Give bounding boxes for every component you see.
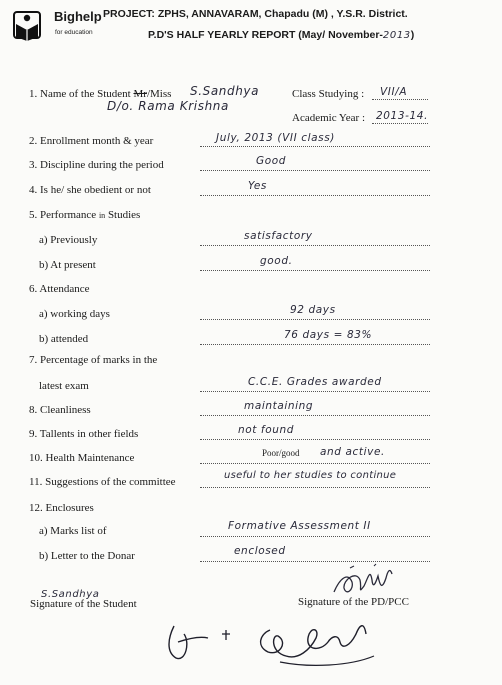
class-label: Class Studying : xyxy=(292,88,365,100)
present-label: b) At present xyxy=(39,259,96,271)
clean-line xyxy=(200,415,430,416)
marks-label-2: latest exam xyxy=(39,380,89,392)
letter-label: b) Letter to the Donar xyxy=(39,550,135,562)
working-value: 92 days xyxy=(290,304,336,316)
enroll-value: July, 2013 (VII class) xyxy=(216,132,335,144)
report-title-close: ) xyxy=(410,29,415,41)
perf-label-in: in xyxy=(98,211,106,220)
present-line xyxy=(200,270,430,271)
name-prefix-mr: Mr xyxy=(133,88,147,100)
discipline-value: Good xyxy=(256,155,287,167)
working-line xyxy=(200,319,430,320)
attended-line xyxy=(200,344,430,345)
marklist-line xyxy=(200,536,430,537)
year-label: Academic Year : xyxy=(292,112,366,124)
name-value: S.Sandhya xyxy=(190,84,260,98)
student-signature-label: Signature of the Student xyxy=(30,598,137,610)
discipline-line xyxy=(200,170,430,171)
year-line xyxy=(372,123,428,124)
parent-value: D/o. Rama Krishna xyxy=(107,99,229,113)
attend-label: 6. Attendance xyxy=(29,283,90,295)
letter-value: enclosed xyxy=(234,545,286,557)
name-label-text: 1. Name of the Student xyxy=(29,88,131,100)
health-value: and active. xyxy=(320,446,385,458)
class-line xyxy=(372,99,428,100)
discipline-label: 3. Discipline during the period xyxy=(29,159,164,171)
present-value: good. xyxy=(260,255,293,267)
prev-label: a) Previously xyxy=(39,234,98,246)
report-year: 2013 xyxy=(382,30,411,41)
prev-line xyxy=(200,245,430,246)
sugg-value: useful to her studies to continue xyxy=(224,470,397,481)
class-value: VII/A xyxy=(380,86,408,98)
marks-line xyxy=(200,391,430,392)
obedient-line xyxy=(200,195,430,196)
name-prefix-miss: /Miss xyxy=(146,88,172,100)
encl-label: 12. Enclosures xyxy=(29,502,94,514)
clean-label: 8. Cleanliness xyxy=(29,404,91,416)
health-printed: Poor/good xyxy=(262,448,300,458)
attended-label: b) attended xyxy=(39,333,89,345)
report-title-text: P.D'S HALF YEARLY REPORT (May/ November- xyxy=(148,29,383,41)
sugg-line xyxy=(200,487,430,488)
health-line xyxy=(200,463,430,464)
committee-signatures-icon xyxy=(160,612,500,682)
enroll-label: 2. Enrollment month & year xyxy=(29,135,154,147)
student-written-name: S.Sandhya xyxy=(41,589,100,600)
logo-name: Bighelp xyxy=(54,9,102,24)
perf-label xyxy=(29,209,140,221)
bighelp-logo-icon xyxy=(8,7,46,45)
talent-line xyxy=(200,439,430,440)
perf-label-b: Studies xyxy=(107,209,141,221)
talent-value: not found xyxy=(238,424,295,436)
attended-value: 76 days = 83% xyxy=(284,329,373,341)
prev-value: satisfactory xyxy=(244,230,313,242)
marks-label-1: 7. Percentage of marks in the xyxy=(29,354,158,366)
sugg-label: 11. Suggestions of the committee xyxy=(29,476,176,488)
enroll-line xyxy=(200,146,430,147)
marklist-value: Formative Assessment II xyxy=(228,520,371,532)
logo-tagline: for education xyxy=(55,29,93,36)
obedient-label: 4. Is he/ she obedient or not xyxy=(29,184,151,196)
obedient-value: Yes xyxy=(248,180,267,192)
working-label: a) working days xyxy=(39,308,110,320)
report-title xyxy=(148,29,414,41)
pd-signature-icon xyxy=(330,562,410,606)
marks-value: C.C.E. Grades awarded xyxy=(248,376,382,388)
clean-value: maintaining xyxy=(244,400,314,412)
year-value: 2013-14. xyxy=(376,110,429,122)
project-line: PROJECT: ZPHS, ANNAVARAM, Chapadu (M) , Y.S.R. District. xyxy=(103,8,408,20)
pd-signature-label: Signature of the PD/PCC xyxy=(298,596,409,608)
marklist-label: a) Marks list of xyxy=(39,525,107,537)
perf-label-a: 5. Performance xyxy=(29,209,97,221)
talent-label: 9. Tallents in other fields xyxy=(29,428,139,440)
health-label: 10. Health Maintenance xyxy=(29,452,135,464)
